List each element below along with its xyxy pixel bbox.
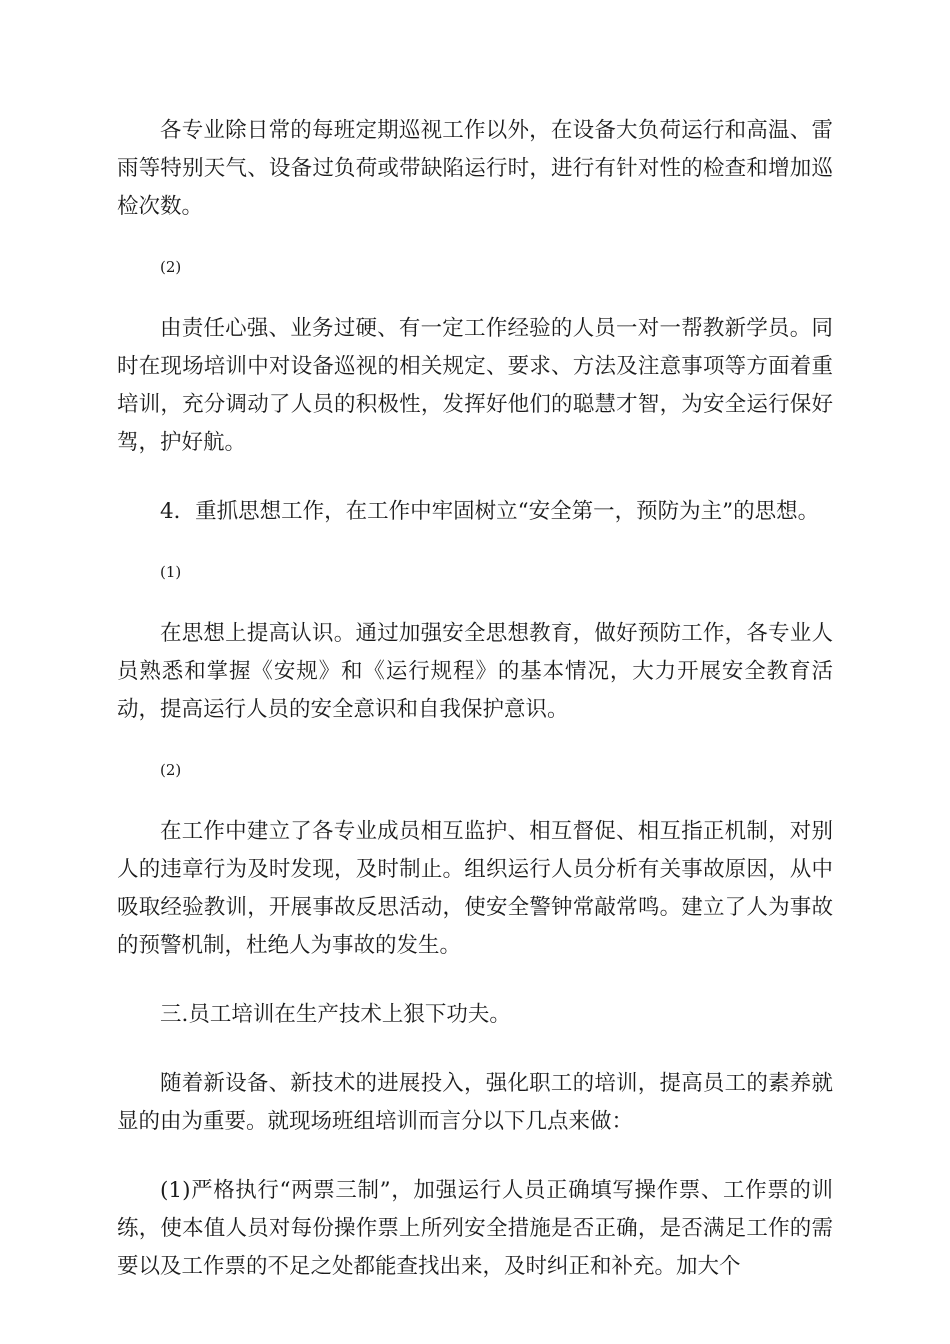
item-marker-2: (2) bbox=[160, 258, 182, 276]
paragraph-two-tickets: (1)严格执行“两票三制”，加强运行人员正确填写操作票、工作票的训练，使本值人员对每份操作票上所列安全措施是否正确，是否满足工作的需要以及工作票的不足之处都能查找出来，及时纠正和补充。加大个 bbox=[117, 1178, 833, 1279]
heading-staff-training: 三.员工培训在生产技术上狠下功夫。 bbox=[160, 1002, 511, 1027]
paragraph-mentoring: 由责任心强、业务过硬、有一定工作经验的人员一对一帮教新学员。同时在现场培训中对设备巡视的相关规定、要求、方法及注意事项等方面着重培训，充分调动了人员的积极性，发挥好他们的聪慧才智，为安全运行保好驾，护好航。 bbox=[117, 316, 833, 455]
item-marker-2b: (2) bbox=[160, 761, 182, 779]
paragraph-patrol-frequency: 各专业除日常的每班定期巡视工作以外，在设备大负荷运行和高温、雷雨等特别天气、设备过负荷或带缺陷运行时，进行有针对性的检查和增加巡检次数。 bbox=[117, 118, 833, 219]
paragraph-mutual-supervision: 在工作中建立了各专业成员相互监护、相互督促、相互指正机制，对别人的违章行为及时发现，及时制止。组织运行人员分析有关事故原因，从中吸取经验教训，开展事故反思活动，使安全警钟常敲常鸣。建立了人为事故的预警机制，杜绝人为事故的发生。 bbox=[117, 819, 833, 958]
heading-ideological-work: 4．重抓思想工作，在工作中牢固树立“安全第一，预防为主”的思想。 bbox=[160, 499, 820, 524]
document-page bbox=[117, 112, 833, 1286]
item-marker-1: (1) bbox=[160, 563, 182, 581]
paragraph-safety-awareness: 在思想上提高认识。通过加强安全思想教育，做好预防工作，各专业人员熟悉和掌握《安规》和《运行规程》的基本情况，大力开展安全教育活动，提高运行人员的安全意识和自我保护意识。 bbox=[117, 621, 833, 722]
paragraph-training-intro: 随着新设备、新技术的进展投入，强化职工的培训，提高员工的素养就显的由为重要。就现场班组培训而言分以下几点来做： bbox=[117, 1071, 833, 1134]
